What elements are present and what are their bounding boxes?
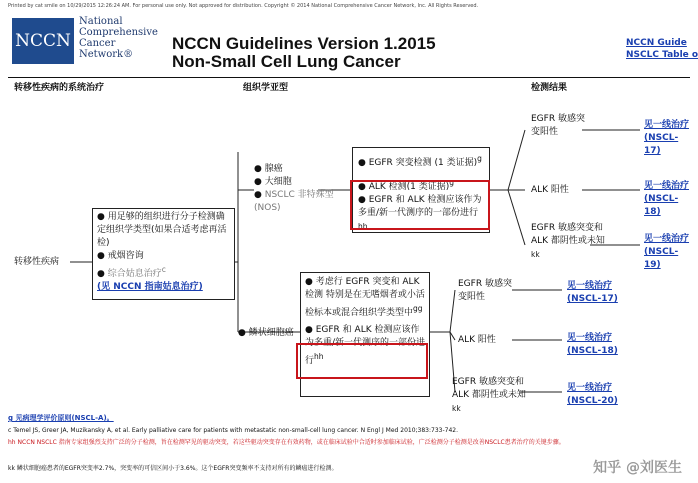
logo-line: Cancer	[79, 38, 116, 49]
footnote-ref: hh	[358, 222, 368, 231]
link-nscl-19-upper[interactable]: 见一线治疗(NSCL-19)	[644, 234, 690, 270]
result-alk-lower: ALK 阳性	[458, 335, 496, 345]
bullet-palliative: ● 综合姑息治疗$^c$	[97, 265, 166, 279]
test-egfr: ● EGFR 突变检测 (1 类证据)$^g$	[358, 154, 482, 168]
histology-item: ● 大细胞	[254, 177, 292, 187]
sq-test-consider-text: 考虑行 EGFR 突变和 ALK 检测 特别是在无嗜烟者或小活检标本或混合组织学类型中	[305, 277, 425, 318]
footnote-ref: kk	[452, 404, 461, 413]
watermark: 知乎 @刘医生	[593, 460, 682, 476]
bullet-testing-text: 用足够的组织进行分子检测确定组织学类型(如果合适考虑再活检)	[97, 212, 227, 248]
left-bullets	[97, 211, 230, 294]
logo-line: National	[79, 16, 123, 27]
footnote-ref: hh	[314, 352, 324, 361]
result-neg-upper-text: EGFR 敏感突变和 ALK 都阴性或未知	[531, 223, 605, 246]
histology-squamous-text: 鳞状细胞癌	[248, 328, 294, 338]
footnote-temel: c Temel JS, Greer JA, Muzikansky A, et al. Early palliative care for patients with metastatic non-small-cell lung cancer. N Engl J Med 2010;383:733-742.	[8, 427, 458, 434]
metastatic-label: 转移性疾病	[14, 257, 60, 267]
link-nscl-20-lower[interactable]: 见一线治疗(NSCL-20)	[567, 383, 618, 406]
palliative-guideline-link[interactable]: (见 NCCN 指南姑息治疗)	[97, 282, 203, 292]
test-egfr-text: EGFR 突变检测 (1 类证据)	[368, 158, 478, 168]
histology-squamous: ● 鳞状细胞癌	[238, 328, 294, 338]
result-neg-lower-text: EGFR 敏感突变和 ALK 都阴性或未知	[452, 377, 526, 400]
logo-line: Comprehensive	[79, 27, 158, 38]
bullet-smoking-text: 戒烟咨询	[107, 251, 144, 261]
bullet-testing: ● 用足够的组织进行分子检测确定组织学类型(如果合适考虑再活检)	[97, 212, 227, 248]
footnote-ref: g	[477, 154, 482, 163]
highlight-box-lower	[296, 343, 428, 379]
footnote-pathology[interactable]: g 见病理学评价原则(NSCL-A)。	[8, 414, 114, 422]
sq-test-multiplex-text: EGFR 和 ALK 检测应该作为多重/新一代测序的一部份进行	[305, 325, 426, 366]
histology-item: ● NSCLC 非特殊型(NOS)	[254, 190, 334, 213]
result-neg-lower	[452, 376, 527, 420]
logo-box: NCCN	[12, 18, 74, 64]
sq-test-consider: ● 考虑行 EGFR 突变和 ALK 检测 特别是在无嗜烟者或小活检标本或混合组织学类型中$^{gg}$	[305, 277, 425, 318]
histology-large-cell: 大细胞	[264, 177, 292, 187]
footnote-ref: gg	[413, 304, 423, 313]
histology-item: ● 腺癌	[254, 164, 283, 174]
col-header-histology: 组织学亚型	[243, 83, 289, 93]
result-egfr-upper: EGFR 敏感突变阳性	[531, 114, 585, 137]
print-notice: Printed by cat smile on 10/29/2015 12:26:24 AM. For personal use only. Not approved for distribution. Copyright © 2014 National Comprehensive Cancer Network, Inc. All Rights Reserved.	[8, 3, 479, 9]
footnote-kk: kk 鳞状细胞癌患者的EGFR突变率2.7%，突变率的可信区间小于3.6%。这个EGFR突变频率不支持对所有的鳞癌进行检测。	[8, 465, 338, 472]
footnote-ref: g	[449, 178, 455, 187]
footnote-hh: hh NCCN NSCLC 指南专家组强烈支持广泛的分子检测，旨在检测罕见的驱动突变，若这些驱动突变存在有效药物，或在临床试验中合适时参加临床试验，广泛检测分子检测是改善NSCLC患者治疗的关键步骤。	[8, 439, 565, 446]
link-nscl-17-upper[interactable]: 见一线治疗(NSCL-17)	[644, 120, 690, 156]
link-nscl-17-lower[interactable]: 见一线治疗(NSCL-17)	[567, 281, 618, 304]
result-alk-upper: ALK 阳性	[531, 185, 569, 195]
footnote-ref: c	[161, 265, 166, 274]
col-header-systemic: 转移性疾病的系统治疗	[14, 83, 105, 93]
sq-test-multiplex: ● EGFR 和 ALK 检测应该作为多重/新一代测序的一部份进行$^{hh}$	[305, 325, 426, 366]
result-egfr-lower: EGFR 敏感突变阳性	[458, 279, 512, 302]
test-multiplex-text: EGFR 和 ALK 检测应该作为多重/新一代测序的一部份进行	[358, 195, 482, 218]
histology-list	[254, 163, 334, 215]
footnote-ref: kk	[531, 250, 540, 259]
histology-adeno: 腺癌	[264, 164, 283, 174]
toc-link-table[interactable]: NSCLC Table o	[626, 50, 698, 60]
link-nscl-18-lower[interactable]: 见一线治疗(NSCL-18)	[567, 333, 618, 356]
histology-nos: NSCLC 非特殊型(NOS)	[254, 190, 334, 213]
link-nscl-18-upper[interactable]: 见一线治疗(NSCL-18)	[644, 181, 690, 217]
bullet-smoking: ● 戒烟咨询	[97, 251, 144, 261]
guideline-subtitle: Non-Small Cell Lung Cancer	[172, 52, 401, 71]
bullet-palliative-text: 综合姑息治疗	[107, 269, 162, 279]
guideline-title: NCCN Guidelines Version 1.2015	[172, 34, 436, 53]
test-multiplex: ● EGFR 和 ALK 检测应该作为多重/新一代测序的一部份进行$^{hh}$	[358, 195, 482, 231]
toc-link-guidelines[interactable]: NCCN Guide	[626, 38, 687, 48]
test-alk-text: ALK 检测(1 类证据)	[368, 182, 450, 192]
col-header-results: 检测结果	[531, 83, 568, 93]
logo-line: Network®	[79, 49, 134, 60]
highlight-box-upper	[350, 180, 490, 230]
test-alk: ● ALK 检测(1 类证据)$^g$	[358, 178, 455, 192]
result-neg-upper	[531, 222, 611, 266]
